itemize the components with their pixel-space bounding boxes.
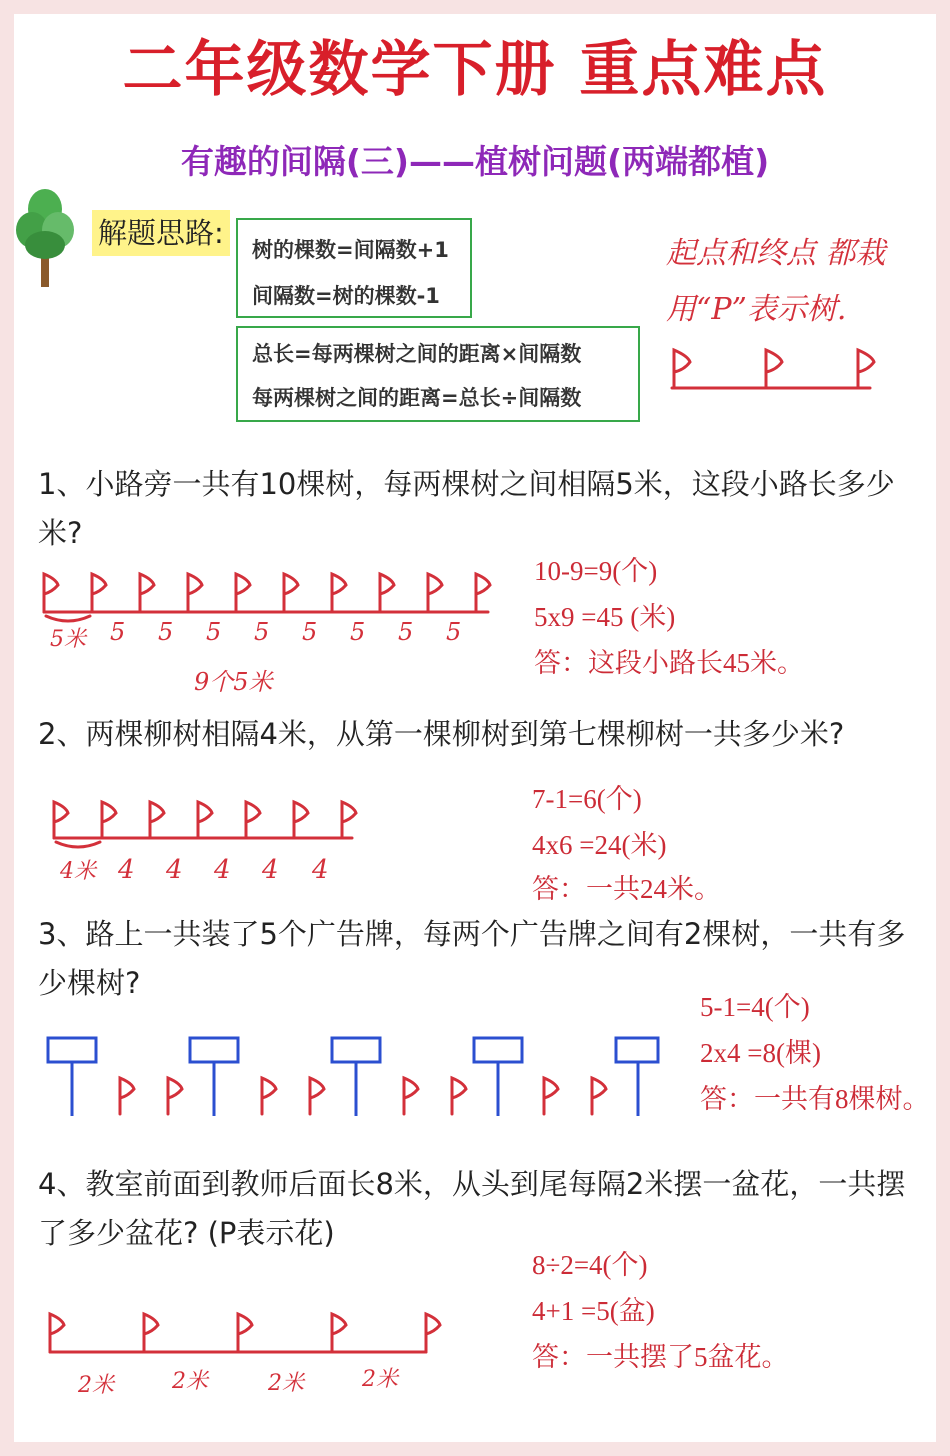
formula-line: 总长=每两棵树之间的距离×间隔数: [252, 342, 582, 366]
gap-label: 4: [312, 855, 329, 885]
problem-3-answer-line-3: 答：一共有8棵树。: [700, 1084, 930, 1114]
problem-3-answer-line-1: 5-1=4(个): [700, 992, 810, 1022]
problem-1-question: 1、小路旁一共有10棵树，每两棵树之间相隔5米，这段小路长多少米?: [38, 467, 895, 550]
problem-2-answer-line-2: 4x6 =24(米): [532, 830, 667, 860]
formula-box-tree-count: [236, 218, 472, 318]
problem-3-answer-line-2: 2x4 =8(棵): [700, 1038, 821, 1068]
problem-2-question: 2、两棵柳树相隔4米，从第一棵柳树到第七棵柳树一共多少米?: [38, 717, 845, 751]
problem-4-answer-line-2: 4+1 =5(盆): [532, 1296, 655, 1326]
solution-idea-label: 解题思路:: [92, 210, 230, 256]
problem-4-question: 4、教室前面到教师后面长8米，从头到尾每隔2米摆一盆花，一共摆了多少盆花? (P表示花): [38, 1167, 906, 1250]
problem-1-answer-line-3: 答：这段小路长45米。: [534, 648, 804, 678]
problem-1-diagram: [36, 560, 506, 700]
problem-2-answer-line-1: 7-1=6(个): [532, 784, 642, 814]
problem-2-answer-line-3: 答：一共24米。: [532, 874, 721, 904]
gap-label: 2米: [268, 1371, 304, 1396]
gap-label: 4: [118, 855, 135, 885]
gap-label: 5米: [50, 627, 86, 652]
gap-label: 4: [214, 855, 231, 885]
gap-label: 5: [350, 618, 366, 646]
problem-3-diagram: [40, 1030, 670, 1125]
handwritten-note: 用“P”表示树.: [666, 292, 847, 327]
problem-1-answer-line-1: 10-9=9(个): [534, 556, 658, 586]
problem-4-diagram: [40, 1300, 450, 1400]
formula-box-total-length: [236, 326, 640, 422]
gap-label: 2米: [362, 1367, 398, 1392]
tree-symbol-diagram: [662, 340, 892, 400]
problem-1-answer-line-2: 5x9 =45 (米): [534, 602, 676, 632]
gap-label: 5: [398, 618, 414, 646]
formula-line: 间隔数=树的棵数-1: [252, 284, 440, 308]
formula-line: 树的棵数=间隔数+1: [252, 238, 449, 262]
handwritten-note: 起点和终点 都栽: [666, 236, 886, 271]
tree-icon: [14, 185, 76, 290]
problem-2-diagram: [44, 790, 374, 900]
gap-label: 5: [206, 618, 222, 646]
page-title: 二年级数学下册 重点难点: [122, 35, 828, 105]
gap-summary-note: 9个5米: [194, 668, 273, 696]
problem-4-answer-line-3: 答：一共摆了5盆花。: [532, 1342, 789, 1372]
formula-line: 每两棵树之间的距离=总长÷间隔数: [252, 386, 582, 410]
gap-label: 4: [166, 855, 183, 885]
problem-4-answer-line-1: 8÷2=4(个): [532, 1250, 648, 1280]
gap-label: 5: [158, 618, 174, 646]
gap-label: 5: [254, 618, 270, 646]
gap-label: 4: [262, 855, 279, 885]
gap-label: 2米: [78, 1373, 114, 1398]
gap-label: 2米: [172, 1369, 208, 1394]
gap-label: 4米: [60, 859, 96, 884]
gap-label: 5: [302, 618, 318, 646]
gap-label: 5: [446, 618, 462, 646]
gap-label: 5: [110, 618, 126, 646]
page-subtitle: 有趣的间隔(三)——植树问题(两端都植): [180, 142, 770, 181]
problem-3-question: 3、路上一共装了5个广告牌，每两个广告牌之间有2棵树，一共有多少棵树?: [38, 917, 906, 1000]
